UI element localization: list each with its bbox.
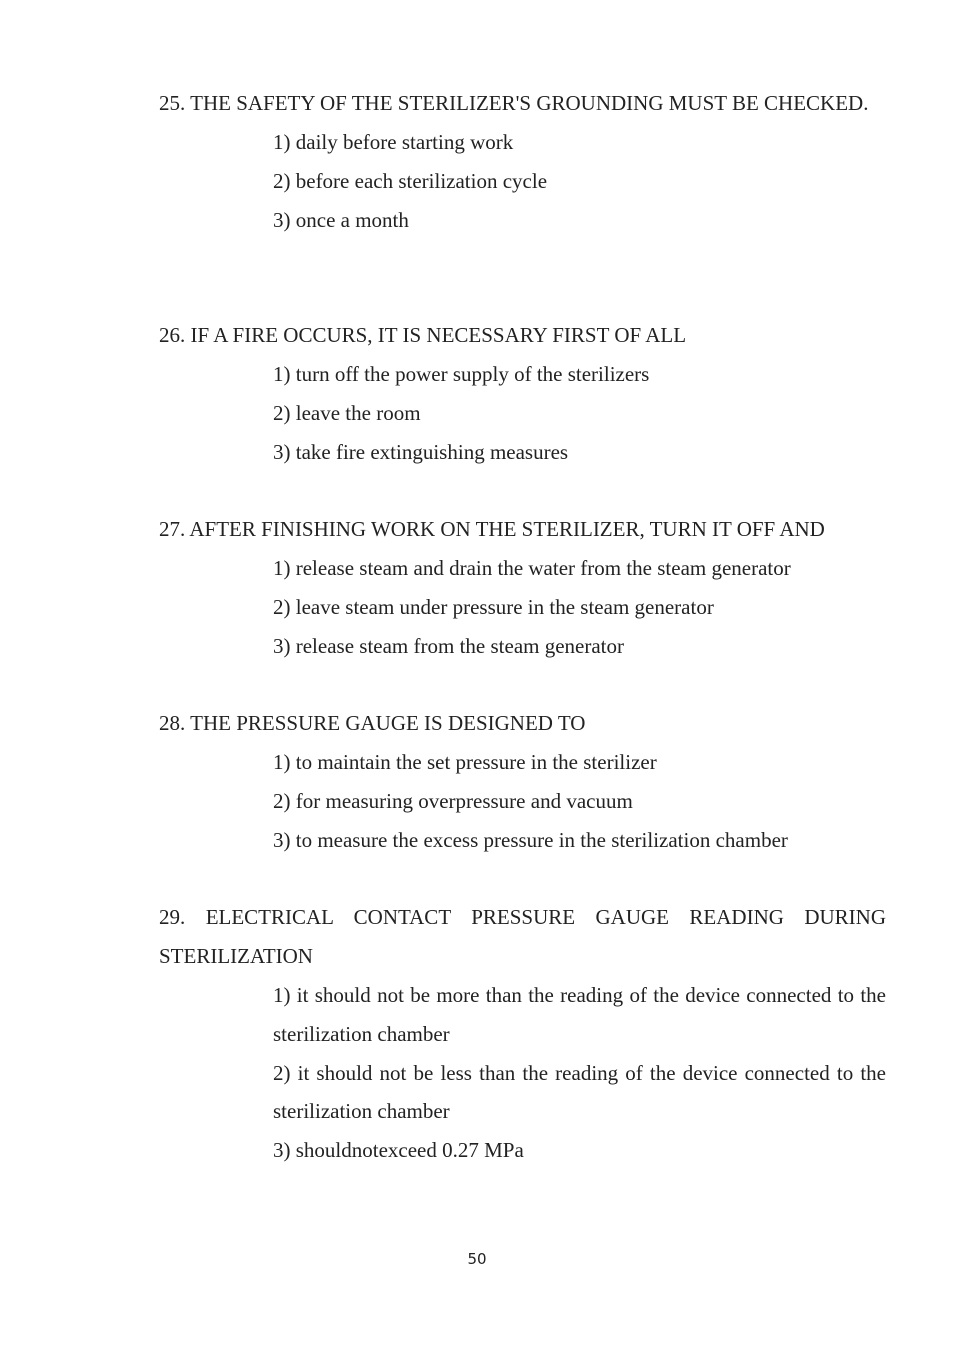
answer-option: 2) leave steam under pressure in the steam generator [273,594,714,619]
options-list [273,549,886,665]
answer-option: 1) to maintain the set pressure in the sterilizer [273,750,657,774]
answer-option: 3) to measure the excess pressure in the sterilization chamber [273,827,788,852]
question-number: 26. [159,323,186,347]
question-27 [159,510,886,665]
answer-option: 2) before each sterilization cycle [273,168,548,193]
answer-option: 2) it should not be less than the reading of the device connected to the sterilization chamber [273,1060,886,1124]
answer-option: 1) it should not be more than the reading of the device connected to the sterilization chamber [273,983,886,1046]
options-list [273,355,886,471]
answer-option: 2) leave the room [273,400,421,425]
options-list [273,123,886,239]
answer-option: 2) for measuring overpressure and vacuum [273,788,633,813]
question-25 [159,84,886,239]
question-29 [159,898,886,1170]
question-27-text [159,510,886,549]
options-list [273,976,886,1170]
question-26 [159,316,886,471]
answer-option: 1) release steam and drain the water from the steam generator [273,556,791,580]
answer-option: 3) take fire extinguishing measures [273,439,569,464]
question-prompt: IF A FIRE OCCURS, IT IS NECESSARY FIRST OF ALL [190,323,687,347]
answer-option: 1) turn off the power supply of the sterilizers [273,362,650,386]
answer-option: 3) once a month [273,207,409,232]
question-prompt: ELECTRICAL CONTACT PRESSURE GAUGE READING DURING STERILIZATION [159,905,887,968]
question-prompt: THE PRESSURE GAUGE IS DESIGNED TO [190,711,586,735]
question-25-text [159,84,886,123]
answer-option: 1) daily before starting work [273,130,514,154]
answer-option: 3) shouldnotexceed 0.27 MPa [273,1138,524,1163]
question-number: 25. [159,91,186,115]
question-28-text [159,704,886,743]
question-number: 29. [159,905,186,929]
question-number: 28. [159,711,186,735]
page-number: 50 [467,1250,487,1268]
question-28 [159,704,886,859]
question-number: 27. [159,517,186,541]
answer-option: 3) release steam from the steam generator [273,633,625,658]
options-list [273,743,886,859]
question-prompt: AFTER FINISHING WORK ON THE STERILIZER, TURN IT OFF AND [189,517,825,541]
question-29-text [159,898,886,976]
question-prompt: THE SAFETY OF THE STERILIZER'S GROUNDING MUST BE CHECKED. [190,91,869,115]
question-26-text [159,316,886,355]
